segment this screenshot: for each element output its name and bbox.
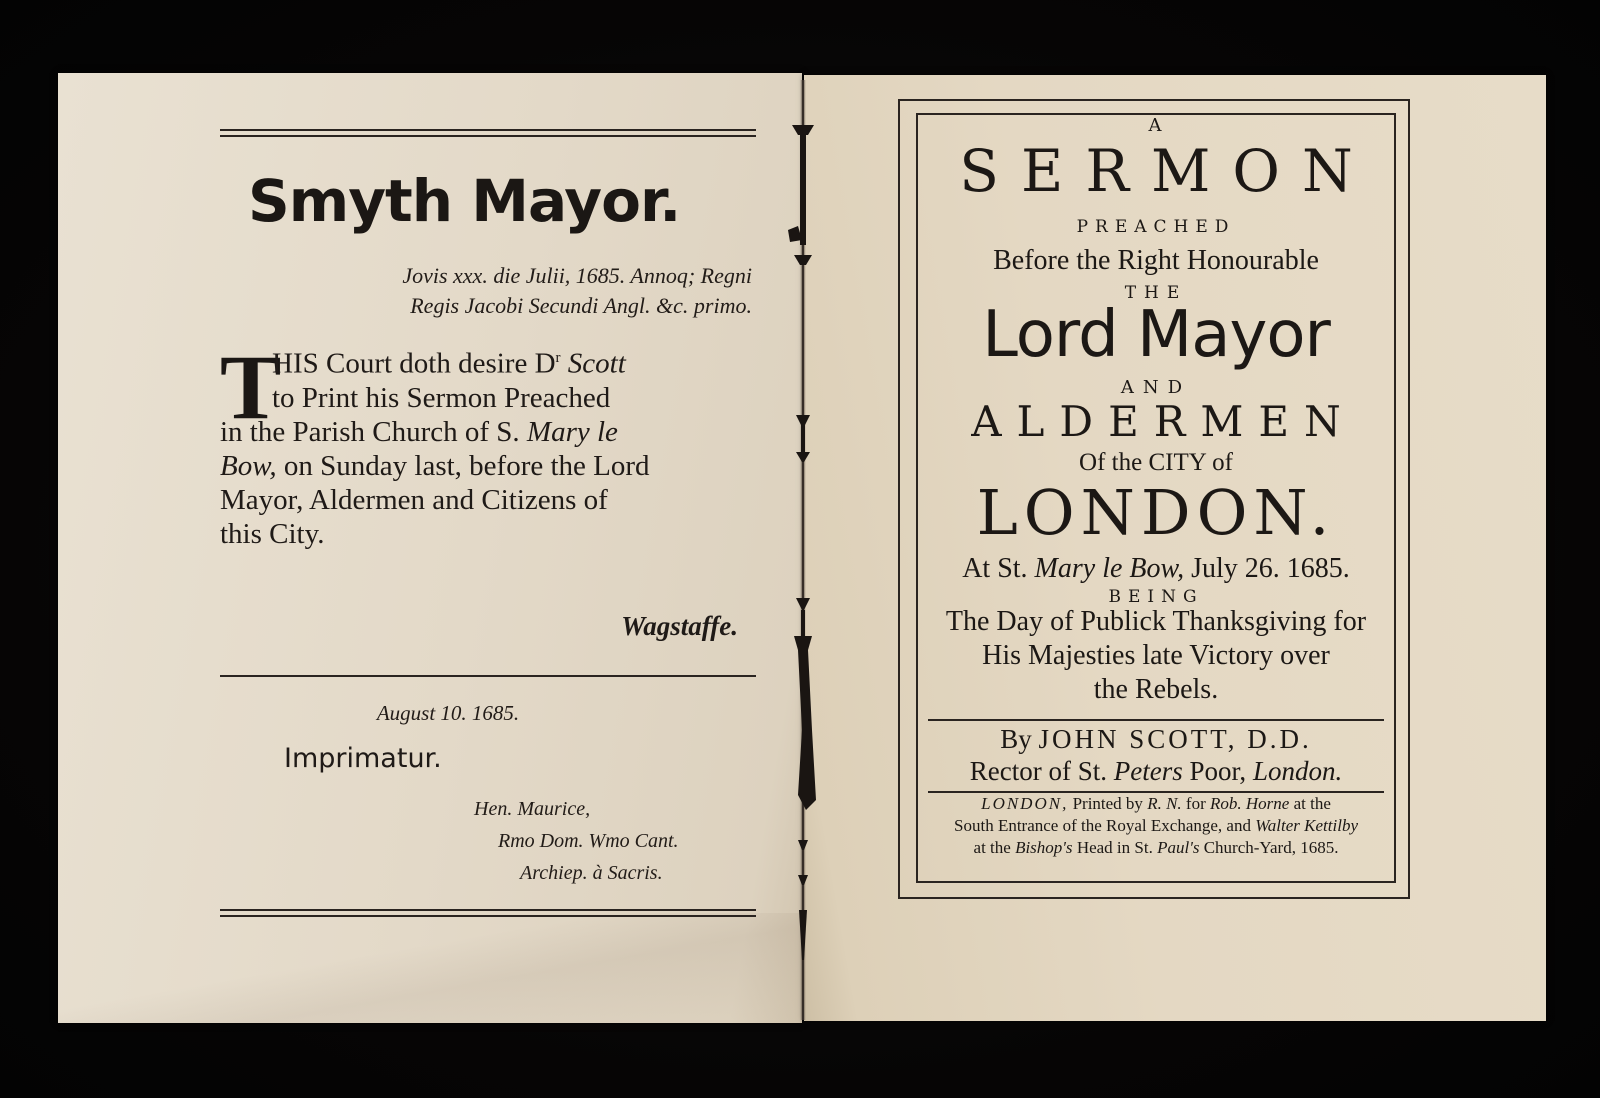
imprint-printed-by: Printed by xyxy=(1072,794,1143,813)
binding-stitches xyxy=(786,80,820,1020)
licensor-line-1: Hen. Maurice, xyxy=(474,798,591,820)
order-line-3 xyxy=(220,415,756,449)
order-name: Scott xyxy=(567,347,626,380)
location-church: Mary le Bow, xyxy=(1034,553,1185,584)
order-line-4 xyxy=(220,449,756,483)
occasion-line-3: the Rebels. xyxy=(1093,674,1219,705)
author-block xyxy=(914,723,1398,787)
author-city: London. xyxy=(1252,756,1343,786)
title-location-date xyxy=(914,553,1398,585)
imprint-printer: R. N. xyxy=(1147,794,1182,813)
author-role: Rector of St. xyxy=(969,756,1108,786)
title-lord-mayor: Lord Mayor xyxy=(982,298,1330,372)
title-article: A xyxy=(1148,115,1164,136)
court-date xyxy=(248,261,752,321)
court-date-line-2: Regis Jacobi Secundi Angl. &c. primo. xyxy=(410,293,752,318)
order-text: to Print his Sermon Preached xyxy=(272,381,611,414)
book-gutter xyxy=(786,80,820,1020)
imprint-address: South Entrance of the Royal Exchange, and xyxy=(954,816,1251,835)
title-and: AND xyxy=(1120,377,1192,398)
imprint-line-2 xyxy=(914,815,1398,837)
middle-rule xyxy=(220,675,756,677)
imprint-at: at the xyxy=(973,838,1011,857)
left-page xyxy=(58,73,802,1023)
licensor-block xyxy=(388,793,738,889)
court-date-line-1: Jovis xxx. die Julii, 1685. Annoq; Regni xyxy=(402,263,752,288)
licensor-line-3: Archiep. à Sacris. xyxy=(520,862,663,884)
imprint-sign-suffix: Head in St. xyxy=(1076,838,1153,857)
title-page xyxy=(804,75,1546,1021)
title-occasion xyxy=(914,605,1398,707)
imprint-bookseller-2: Walter Kettilby xyxy=(1255,816,1358,835)
author-line xyxy=(914,723,1398,755)
title-before: Before the Right Honourable xyxy=(993,245,1319,276)
drop-cap: T xyxy=(220,336,282,438)
imprint-for: for xyxy=(1185,794,1206,813)
author-parish: Peters xyxy=(1113,756,1183,786)
order-text: on Sunday last, before the Lord xyxy=(283,449,650,482)
author-title-line xyxy=(914,755,1398,787)
order-line-6: this City. xyxy=(220,517,325,550)
imprint-sign: Bishop's xyxy=(1015,838,1073,857)
author-name: JOHN SCOTT, D.D. xyxy=(1038,724,1312,754)
order-line-1 xyxy=(220,341,756,381)
order-text: in the Parish Church of S. xyxy=(220,415,520,448)
order-line-2 xyxy=(220,381,756,415)
imprint-block xyxy=(914,793,1398,859)
occasion-line-2: His Majesties late Victory over xyxy=(982,640,1330,671)
imprint-church: Paul's xyxy=(1157,838,1200,857)
imprint-at: at the xyxy=(1293,794,1331,813)
imprint-city: LONDON, xyxy=(981,794,1069,813)
author-parish-suffix: Poor, xyxy=(1189,756,1247,786)
title-being: BEING xyxy=(1108,587,1204,607)
licensor-line-2: Rmo Dom. Wmo Cant. xyxy=(498,830,679,852)
imprimatur: Imprimatur. xyxy=(284,743,442,774)
top-double-rule xyxy=(220,129,756,137)
imprint-line-1 xyxy=(914,793,1398,815)
order-place: Bow, xyxy=(220,449,277,482)
title-preached: PREACHED xyxy=(1076,217,1236,237)
order-line-5: Mayor, Aldermen and Citizens of xyxy=(220,483,608,516)
title-london: LONDON. xyxy=(976,476,1336,549)
title-sermon: SERMON xyxy=(959,137,1375,205)
page-crease xyxy=(58,913,802,1023)
imprint-bookseller-1: Rob. Horne xyxy=(1210,794,1290,813)
author-by: By xyxy=(1000,724,1032,754)
imprint-line-3 xyxy=(914,837,1398,859)
order-superscript: r xyxy=(555,350,561,366)
title-aldermen: ALDERMEN xyxy=(971,397,1356,446)
author-rule-top xyxy=(928,719,1384,721)
court-order-text xyxy=(220,336,756,551)
licence-date: August 10. 1685. xyxy=(376,701,520,725)
title-the: THE xyxy=(1124,283,1188,303)
occasion-line-1: The Day of Publick Thanksgiving for xyxy=(945,606,1367,637)
imprint-year: Church-Yard, 1685. xyxy=(1203,838,1339,857)
location-prefix: At St. xyxy=(962,553,1028,584)
location-date: July 26. 1685. xyxy=(1191,553,1350,584)
order-text: HIS Court doth desire D xyxy=(272,347,556,380)
title-of-city: Of the CITY of xyxy=(1079,449,1233,476)
clerk-signature: Wagstaffe. xyxy=(621,611,738,641)
page-heading: Smyth Mayor. xyxy=(248,167,681,235)
bottom-double-rule xyxy=(220,909,756,917)
order-place: Mary le xyxy=(526,415,618,448)
